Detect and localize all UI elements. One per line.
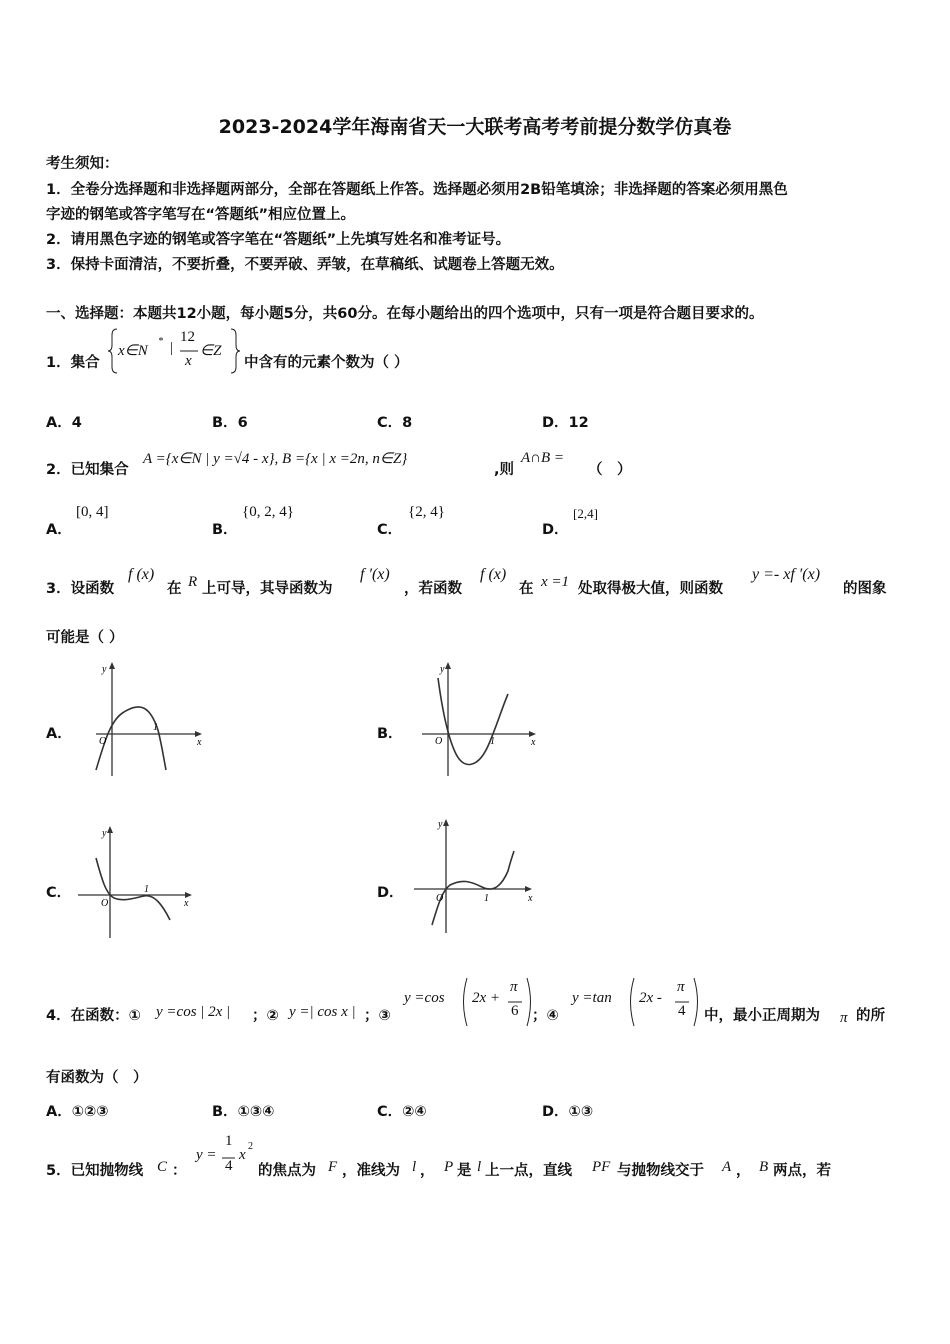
option-label: C． <box>377 415 403 431</box>
q5-text: 两点，若 <box>773 1163 831 1179</box>
q4-math: y =cos | 2x | <box>156 1004 231 1020</box>
q3-text: 上可导，其导函数为 <box>202 581 333 597</box>
q4-math: 2x + <box>472 990 501 1006</box>
q5-math: PF <box>592 1159 611 1175</box>
option-value: ①③ <box>568 1104 594 1120</box>
q4-text: 4．在函数：① <box>46 1008 141 1024</box>
option-label: D． <box>542 1104 569 1120</box>
notice-line: 2．请用黑色字迹的钢笔或答字笔在“答题纸”上先填写姓名和准考证号。 <box>46 232 511 248</box>
q5-text: 上一点，直线 <box>485 1163 572 1179</box>
q4-frac-num: π <box>677 979 685 995</box>
q1-set-element: x∈N <box>118 343 148 359</box>
section-heading: 一、选择题：本题共12小题，每小题5分，共60分。在每小题给出的四个选项中，只有一项是符合题目要求的。 <box>46 306 764 322</box>
origin-label: O <box>99 736 107 747</box>
q5-sup: 2 <box>248 1141 253 1152</box>
q4-math: π <box>840 1010 848 1026</box>
q3-math: R <box>188 574 198 590</box>
q5-text: ： <box>172 1163 187 1179</box>
q5-text: 是 <box>457 1163 472 1179</box>
q4-math: 2x - <box>639 990 662 1006</box>
notice-line: 3．保持卡面清洁，不要折叠，不要弄破、弄皱，在草稿纸、试题卷上答题无效。 <box>46 257 564 273</box>
q2-math: A ={x∈N | y =√4 - x}, B ={x | x =2n, n∈Z} <box>143 451 408 467</box>
q3-text: 处取得极大值，则函数 <box>578 581 723 597</box>
option-value: 8 <box>402 415 413 431</box>
q5-text: ， <box>736 1163 751 1179</box>
option-label: C． <box>377 1104 403 1120</box>
q4-option-d <box>542 1100 593 1121</box>
q4-text: 中，最小正周期为 <box>704 1008 820 1024</box>
q2-mid: ,则 <box>494 462 515 478</box>
q2-option-a-value: [0, 4] <box>76 504 109 520</box>
q3-math: f (x) <box>480 566 507 583</box>
y-axis-label: y <box>440 664 445 675</box>
q4-option-c <box>377 1100 427 1121</box>
q1-set-sup: * <box>158 336 163 347</box>
option-label: B． <box>212 1104 238 1120</box>
q4-text: ；③ <box>364 1008 391 1024</box>
q3-text: 3．设函数 <box>46 581 115 597</box>
option-label: D． <box>542 415 569 431</box>
q1-prefix: 1．集合 <box>46 355 100 371</box>
q1-suffix: 中含有的元素个数为（ ） <box>244 355 409 371</box>
q5-math: x <box>239 1147 246 1163</box>
q1-option-d <box>542 411 589 432</box>
q4-frac-den: 6 <box>511 1003 519 1019</box>
y-axis-label: y <box>102 664 107 675</box>
q4-option-b <box>212 1100 274 1121</box>
q5-math: l <box>412 1159 417 1175</box>
option-value: ①③④ <box>237 1104 275 1120</box>
x-axis-label: x <box>184 898 189 909</box>
origin-label: O <box>435 736 443 747</box>
tick-label: 1 <box>490 736 495 747</box>
q3-line2: 可能是（ ） <box>46 630 124 646</box>
q1-option-b <box>212 411 248 432</box>
q5-frac-num: 1 <box>225 1133 233 1149</box>
q1-in-z: ∈Z <box>200 343 222 359</box>
origin-label: O <box>436 893 444 904</box>
q5-text: 的焦点为 <box>258 1163 316 1179</box>
q3-math: f (x) <box>128 566 155 583</box>
x-axis-label: x <box>197 737 202 748</box>
x-axis-label: x <box>531 737 536 748</box>
y-axis-label: y <box>102 828 107 839</box>
q5-math: l <box>477 1159 482 1175</box>
option-value: 4 <box>71 415 82 431</box>
option-value: 12 <box>568 415 589 431</box>
q5-text: ， <box>420 1163 435 1179</box>
q4-line2: 有函数为（ ） <box>46 1070 148 1086</box>
q1-option-c <box>377 411 412 432</box>
graph-d <box>410 815 540 935</box>
page-title: 2023-2024学年海南省天一大联考高考考前提分数学仿真卷 <box>218 116 732 138</box>
q5-text: 5．已知抛物线 <box>46 1163 144 1179</box>
q1-frac-num: 12 <box>180 329 195 345</box>
option-value: 6 <box>237 415 248 431</box>
q3-text: 在 <box>519 581 534 597</box>
q3-text: 在 <box>167 581 182 597</box>
q3-option-b-label: B． <box>377 726 403 742</box>
q4-text: ；② <box>252 1008 279 1024</box>
q2-suffix: （ ） <box>588 462 632 478</box>
q5-math: y = <box>196 1147 217 1163</box>
q3-option-a-label: A． <box>46 726 72 742</box>
q3-option-d-label: D． <box>377 885 404 901</box>
q2-math2: A∩B = <box>521 450 565 466</box>
q3-math: f ′(x) <box>360 566 390 583</box>
origin-label: O <box>101 898 109 909</box>
q2-option-d-label: D． <box>542 522 569 538</box>
q5-text: 与抛物线交于 <box>617 1163 704 1179</box>
option-label: B． <box>212 415 238 431</box>
q2-option-c-value: {2, 4} <box>408 504 445 520</box>
tick-label: 1 <box>484 893 489 904</box>
q4-text: ；④ <box>532 1008 559 1024</box>
q3-math: y =- xf ′(x) <box>752 566 821 583</box>
option-value: ①②③ <box>71 1104 109 1120</box>
q3-text: ，若函数 <box>404 581 462 597</box>
q5-frac-den: 4 <box>225 1158 233 1174</box>
q1-option-a <box>46 411 82 432</box>
option-label: A． <box>46 415 72 431</box>
x-axis-label: x <box>528 893 533 904</box>
option-value: ②④ <box>402 1104 427 1120</box>
option-label: A． <box>46 1104 72 1120</box>
q4-frac-den: 4 <box>678 1003 686 1019</box>
q5-math: A <box>722 1159 732 1175</box>
q2-option-a-label: A． <box>46 522 72 538</box>
q5-math: B <box>759 1159 769 1175</box>
y-axis-label: y <box>438 819 443 830</box>
q4-math: y =tan <box>572 990 612 1006</box>
graph-b <box>418 658 543 778</box>
q2-option-b-label: B． <box>212 522 238 538</box>
notice-line: 1．全卷分选择题和非选择题两部分，全部在答题纸上作答。选择题必须用2B铅笔填涂；非选择题的答案必须用黑色 <box>46 182 788 198</box>
notice-heading: 考生须知： <box>46 156 119 172</box>
q5-math: C <box>157 1159 168 1175</box>
q5-math: P <box>444 1159 454 1175</box>
q5-text: ，准线为 <box>342 1163 400 1179</box>
q4-option-a <box>46 1100 109 1121</box>
q3-option-c-label: C． <box>46 885 72 901</box>
q1-frac-den: x <box>185 353 192 369</box>
graph-a <box>88 658 208 778</box>
q4-text: 的所 <box>856 1008 885 1024</box>
q5-math: F <box>328 1159 338 1175</box>
q1-set: x∈N * | 12 x ∈Z <box>108 327 240 375</box>
q2-option-d-value: [2,4] <box>573 506 598 521</box>
tick-label: 1 <box>153 722 158 733</box>
tick-label: 1 <box>144 884 149 895</box>
q2-prefix: 2．已知集合 <box>46 462 129 478</box>
q3-math: x =1 <box>541 574 570 590</box>
graph-c <box>74 820 199 940</box>
notice-line: 字迹的钢笔或答字笔写在“答题纸”相应位置上。 <box>46 207 356 223</box>
q2-option-c-label: C． <box>377 522 403 538</box>
q4-frac-num: π <box>510 979 518 995</box>
q3-text: 的图象 <box>843 581 887 597</box>
q2-option-b-value: {0, 2, 4} <box>242 504 294 520</box>
q4-math: y =cos <box>404 990 445 1006</box>
q4-math: y =| cos x | <box>289 1004 356 1020</box>
